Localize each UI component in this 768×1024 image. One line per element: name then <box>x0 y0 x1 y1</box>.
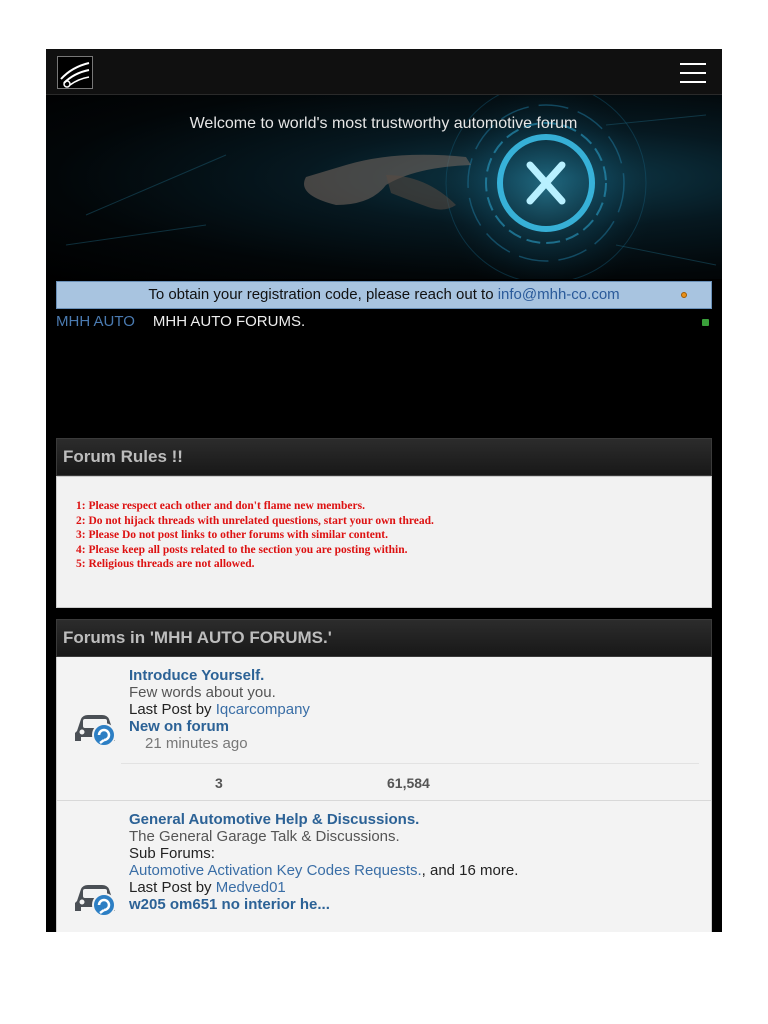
forum-info <box>129 811 518 913</box>
last-post-user-link[interactable]: Medved01 <box>215 879 286 896</box>
post-count: 61,584 <box>387 775 430 791</box>
car-forum-icon <box>71 709 119 749</box>
forum-title-link[interactable]: Introduce Yourself. <box>129 667 265 684</box>
forum-stats <box>121 763 699 799</box>
mhh-logo-icon[interactable] <box>57 56 93 89</box>
breadcrumb-home-link[interactable]: MHH AUTO <box>56 313 135 330</box>
forums-list <box>56 657 712 932</box>
forums-heading[interactable]: Forums in 'MHH AUTO FORUMS.' <box>56 619 712 657</box>
subforums-line <box>129 862 518 879</box>
hamburger-menu-icon[interactable] <box>680 61 706 85</box>
rule-item: 5: Religious threads are not allowed. <box>76 558 255 570</box>
forum-info <box>129 667 310 752</box>
last-post-label: Last Post by <box>129 701 216 718</box>
rss-icon[interactable] <box>702 319 709 326</box>
last-thread-link[interactable]: w205 om651 no interior he... <box>129 896 330 913</box>
forum-description: Few words about you. <box>129 684 276 701</box>
subforum-more: , and 16 more. <box>421 862 519 879</box>
page <box>46 49 722 932</box>
last-post-label: Last Post by <box>129 879 216 896</box>
top-bar <box>46 49 722 95</box>
subforum-link[interactable]: Automotive Activation Key Codes Requests. <box>129 862 422 879</box>
subforums-label: Sub Forums: <box>129 845 215 862</box>
rule-item: 4: Please keep all posts related to the section you are posting within. <box>76 543 408 556</box>
last-post-user-link[interactable]: Iqcarcompany <box>215 701 310 718</box>
last-post-time: 21 minutes ago <box>145 735 248 752</box>
dismiss-dot-icon[interactable] <box>681 292 687 298</box>
last-post-line <box>129 701 310 718</box>
breadcrumb <box>56 313 712 333</box>
forum-row <box>57 801 712 932</box>
hero-banner <box>46 95 722 279</box>
forum-rules-heading[interactable]: Forum Rules !! <box>56 438 712 476</box>
rule-item: 1: Please respect each other and don't flame new members. <box>76 500 365 512</box>
forum-description: The General Garage Talk & Discussions. <box>129 828 400 845</box>
registration-notice <box>56 281 712 309</box>
rule-item: 3: Please Do not post links to other forums with similar content. <box>76 529 388 541</box>
notice-email-link[interactable]: info@mhh-co.com <box>497 286 620 303</box>
breadcrumb-current: MHH AUTO FORUMS. <box>152 313 306 330</box>
last-thread-link[interactable]: New on forum <box>129 718 229 735</box>
notice-text: To obtain your registration code, please reach out to <box>148 286 498 303</box>
last-post-line <box>129 879 518 896</box>
rule-item: 2: Do not hijack threads with unrelated questions, start your own thread. <box>76 514 434 527</box>
thread-count: 3 <box>215 775 223 791</box>
forum-rules-body <box>56 476 712 608</box>
banner-title: Welcome to world's most trustworthy automotive forum <box>189 115 578 132</box>
car-forum-icon <box>71 879 119 919</box>
forum-row <box>57 657 712 801</box>
forum-title-link[interactable]: General Automotive Help & Discussions. <box>129 811 420 828</box>
